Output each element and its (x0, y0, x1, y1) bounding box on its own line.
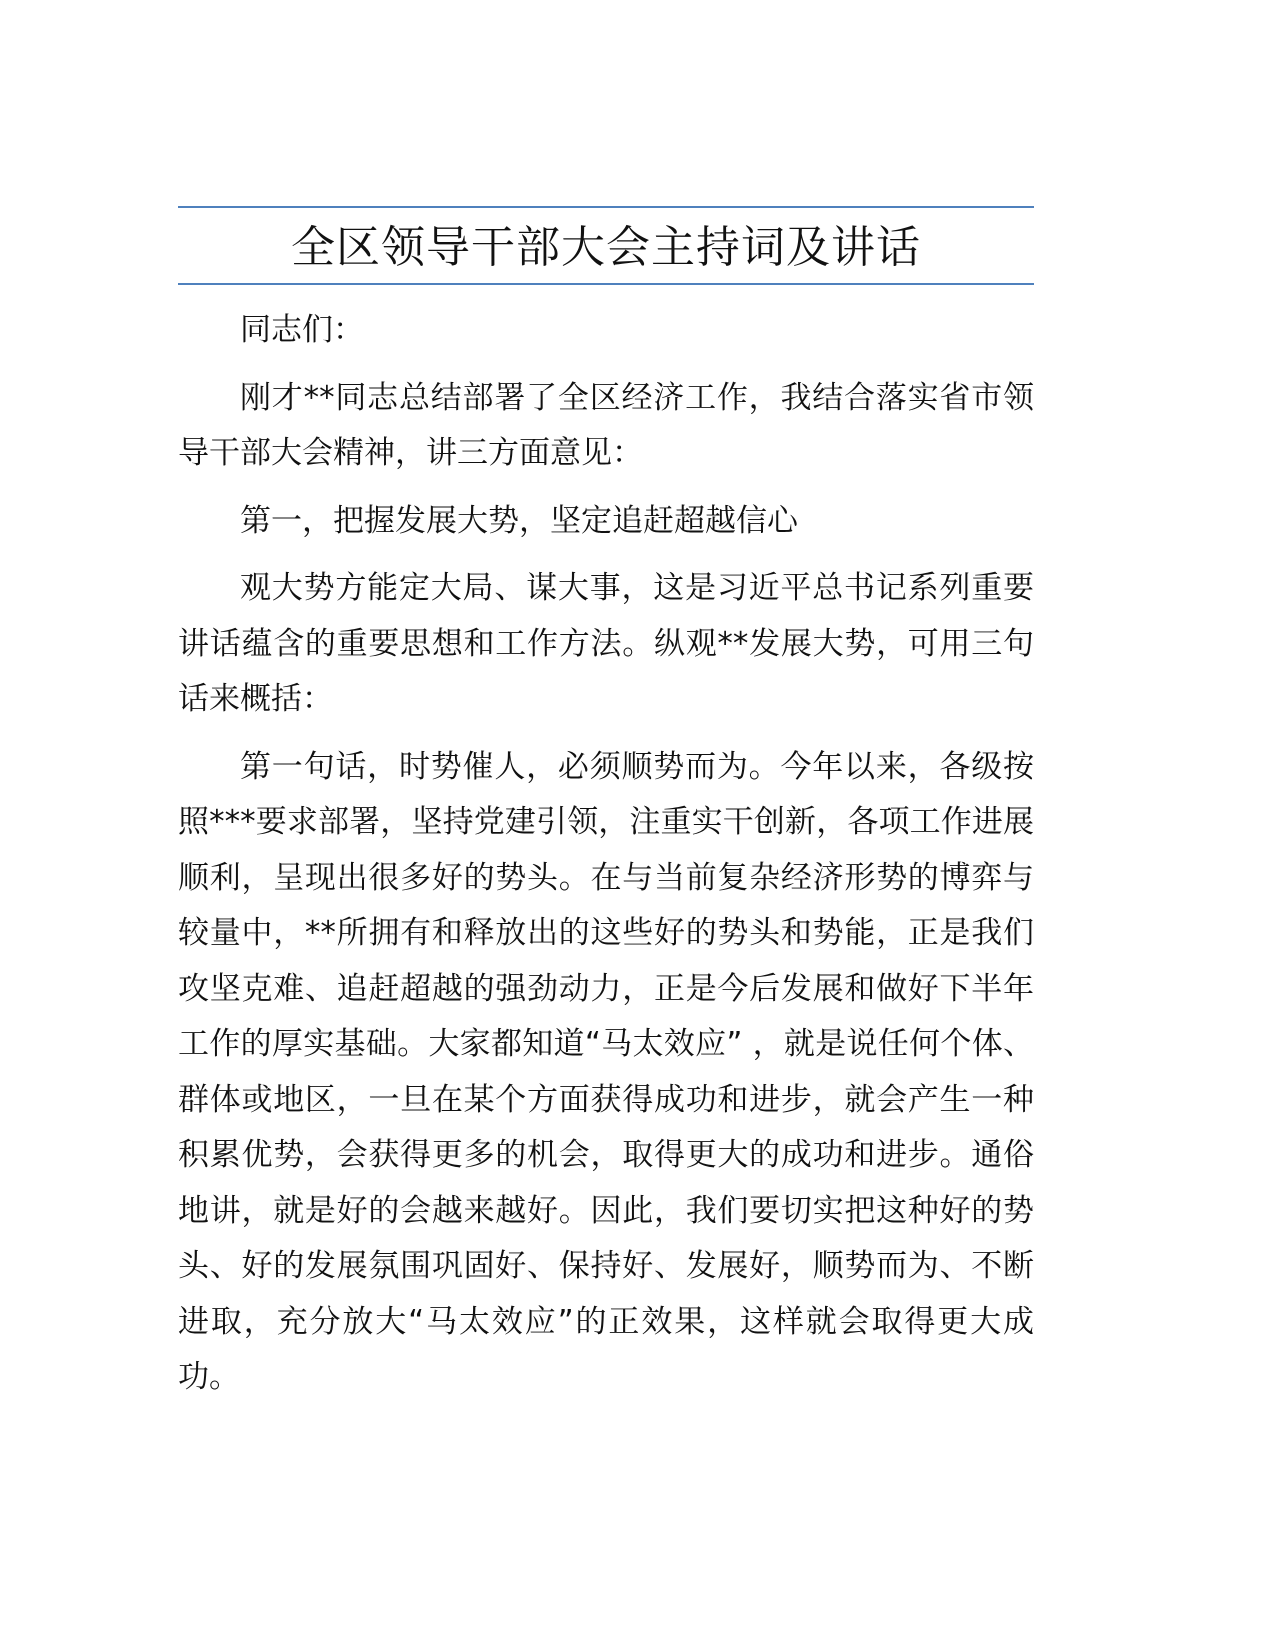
body-paragraph: 第一句话，时势催人，必须顺势而为。今年以来，各级按照***要求部署，坚持党建引领，注重实干创新，各项工作进展顺利，呈现出很多好的势头。在与当前复杂经济形势的博弈与较量中，**所拥有和释放出的这些好的势头和势能，正是我们攻坚克难、追赶超越的强劲动力，正是今后发展和做好下半年工作的厚实基础。大家都知道“马太效应” ，就是说任何个体、群体或地区，一旦在某个方面获得成功和进步，就会产生一种积累优势，会获得更多的机会，取得更大的成功和进步。通俗地讲，就是好的会越来越好。因此，我们要切实把这种好的势头、好的发展氛围巩固好、保持好、发展好，顺势而为、不断进取，充分放大“马太效应”的正效果，这样就会取得更大成功。 (178, 748, 1034, 1395)
body-paragraph: 观大势方能定大局、谋大事，这是习近平总书记系列重要讲话蕴含的重要思想和工作方法。纵观**发展大势，可用三句话来概括： (178, 570, 1034, 717)
title-bottom-rule (178, 283, 1034, 285)
intro-paragraph: 刚才**同志总结部署了全区经济工作，我结合落实省市领导干部大会精神，讲三方面意见： (178, 379, 1034, 471)
section-heading-first: 第一，把握发展大势，坚定追赶超越信心 (240, 502, 798, 539)
title-top-rule (178, 206, 1034, 208)
document-title: 全区领导干部大会主持词及讲话 (291, 222, 921, 273)
document-body (178, 303, 1034, 1418)
salutation-paragraph: 同志们： (240, 312, 364, 348)
